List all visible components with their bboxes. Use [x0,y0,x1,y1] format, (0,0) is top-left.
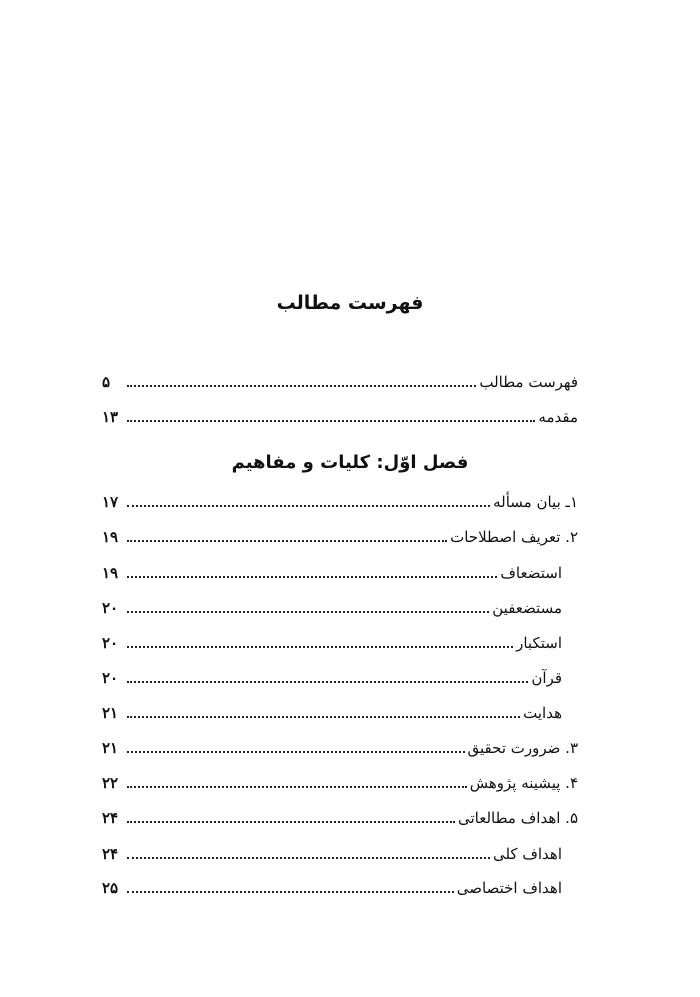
toc-subentry[interactable] [102,876,578,900]
dot-leader [127,857,490,859]
dot-leader [127,891,454,893]
toc-entry-page: ۲۰ [102,634,119,652]
dot-leader [127,681,528,683]
toc-entry-page: ۲۰ [102,599,119,617]
toc-entry-label: استضعاف [500,564,562,582]
toc-subentry[interactable] [102,842,578,866]
dot-leader [127,611,489,613]
toc-subentry[interactable] [102,701,578,725]
dot-leader [127,786,467,788]
toc-entry-label: اهداف کلی [492,845,562,863]
dot-leader [127,751,465,753]
dot-leader [127,385,476,387]
toc-entry-label: ۳. ضرورت تحقیق [467,739,578,757]
toc-entry[interactable] [102,405,578,429]
toc-entry-page: ۲۵ [102,879,119,897]
toc-entry[interactable] [102,806,578,830]
toc-subentry[interactable] [102,666,578,690]
toc-subentry[interactable] [102,631,578,655]
toc-entry-label: فهرست مطالب [479,373,578,391]
toc-entry[interactable] [102,525,578,549]
toc-entry-page: ۲۱ [102,739,119,757]
toc-entry-label: هدایت [523,704,562,722]
toc-entry-page: ۲۰ [102,669,119,687]
dot-leader [127,505,490,507]
toc-entry-page: ۲۴ [102,809,119,827]
toc-entry-label: استکبار [516,634,562,652]
dot-leader [127,646,513,648]
dot-leader [127,716,520,718]
toc-entry-page: ۲۱ [102,704,119,722]
toc-entry-label: ۴. پیشینه پژوهش [469,774,578,792]
toc-entry-page: ۵ [102,373,111,391]
chapter-heading: فصل اوّل: کلیات و مفاهیم [231,452,469,473]
toc-entry-label: ۵. اهداف مطالعاتی [458,809,578,827]
toc-entry-page: ۲۲ [102,774,119,792]
toc-entry-page: ۱۹ [102,528,119,546]
toc-subentry[interactable] [102,561,578,585]
toc-entry-label: قرآن [531,669,562,687]
toc-entry[interactable] [102,736,578,760]
toc-title: فهرست مطالب [276,292,424,314]
toc-subentry[interactable] [102,596,578,620]
toc-entry-label: مستضعفین [492,599,562,617]
toc-entry-label: اهداف اختصاصی [456,879,562,897]
toc-entry-page: ۱۳ [102,408,119,426]
toc-entry-page: ۲۴ [102,845,119,863]
toc-entry[interactable] [102,490,578,514]
dot-leader [127,576,497,578]
toc-entry[interactable] [102,370,578,394]
dot-leader [127,420,535,422]
toc-entry-label: مقدمه [538,408,578,426]
toc-entry-page: ۱۷ [102,493,119,511]
toc-entry-label: ۲. تعریف اصطلاحات [450,528,578,546]
dot-leader [127,540,447,542]
dot-leader [127,821,455,823]
toc-entry-page: ۱۹ [102,564,119,582]
toc-entry-label: ۱ـ بیان مسأله [493,493,578,511]
toc-entry[interactable] [102,771,578,795]
